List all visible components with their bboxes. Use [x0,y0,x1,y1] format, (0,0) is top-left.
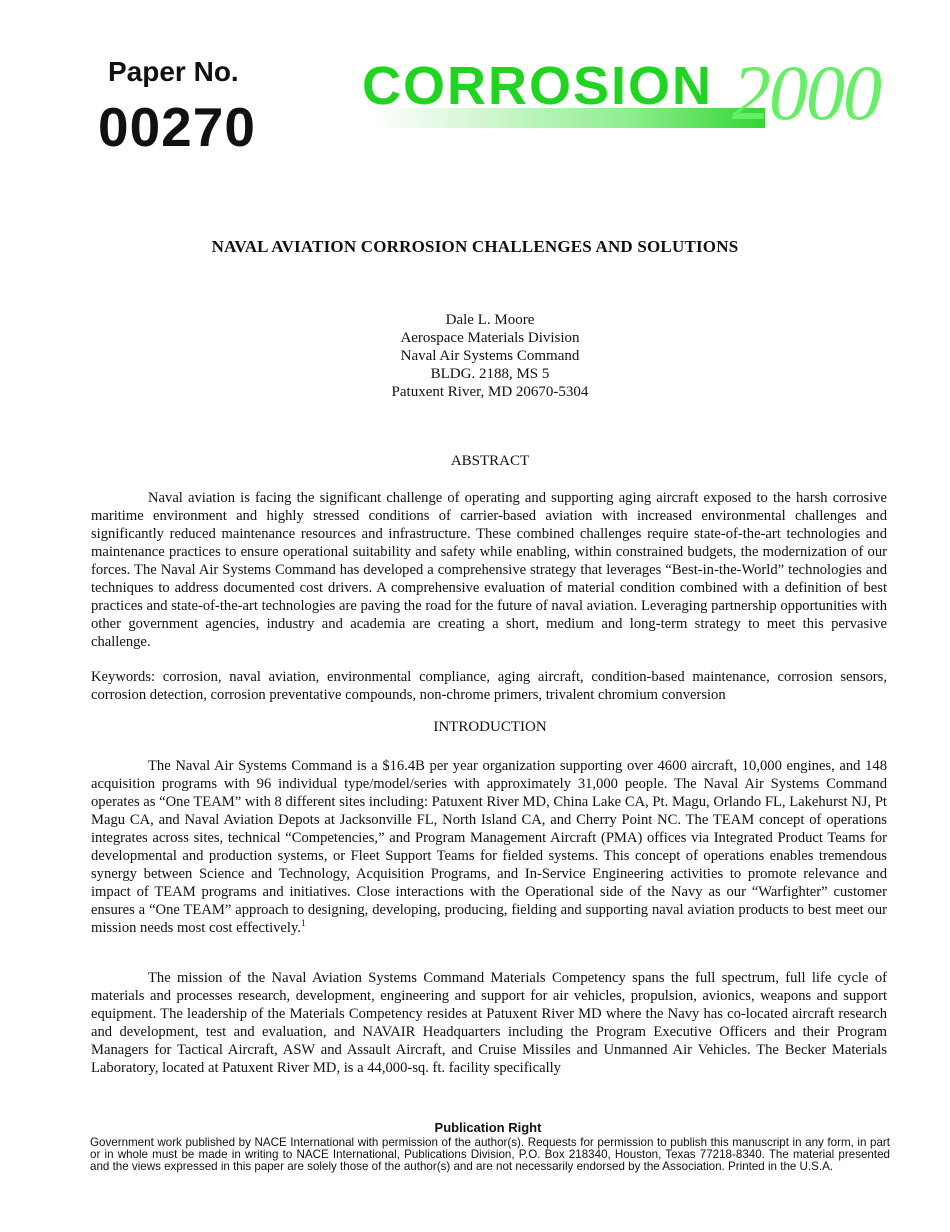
intro-paragraph-1 [91,757,887,937]
author-building: BLDG. 2188, MS 5 [430,366,550,382]
logo-year: 2000 [732,49,880,136]
author-division: Aerospace Materials Division [400,330,580,346]
footnote-reference: 1 [300,918,306,929]
paper-title: NAVAL AVIATION CORROSION CHALLENGES AND SOLUTIONS [211,237,739,256]
abstract-text: Naval aviation is facing the significant challenge of operating and supporting aging aircraft exposed to the harsh corrosive maritime environment and highly stressed conditions of carrier-based aviation with increased environmental challenges and significantly reduced maintenance resources and infrastructure. These combined challenges require state-of-the-art technologies and maintenance practices to ensure operational suitability and safety while enabling, within constrained budgets, the modernization of our forces. The Naval Air Systems Command has developed a comprehensive strategy that leverages “Best-in-the-World” technologies and techniques to address documented cost drivers. A comprehensive evaluation of material condition combined with a definition of best practices and state-of-the-art technologies are paving the road for the future of naval aviation. Leveraging partnership opportunities with other government agencies, industry and academia are creating a short, medium and long-term strategy to meet this pervasive challenge. [91,490,887,650]
abstract-heading: ABSTRACT [450,453,530,469]
paper-number: 00270 [98,96,256,158]
logo-word: CORROSION [362,56,714,116]
corrosion-2000-logo [362,49,882,140]
keywords-text: Keywords: corrosion, naval aviation, environmental compliance, aging aircraft, condition-based maintenance, corrosion sensors, corrosion detection, corrosion preventative compounds, non-chrome primers, trivalent chromium conversion [91,669,887,703]
author-organization: Naval Air Systems Command [400,348,580,364]
intro-paragraph-1-text: The Naval Air Systems Command is a $16.4B per year organization supporting over 4600 aircraft, 10,000 engines, and 148 acquisition programs with 96 individual type/model/series with approximately 31,000 people. The Naval Air Systems Command operates as “One TEAM” with 8 different sites including: Patuxent River MD, China Lake CA, Pt. Magu, Orlando FL, Lakehurst NJ, Pt Magu CA, and Naval Aviation Depots at Jacksonville FL, North Island CA, and Cherry Point NC. The TEAM concept of operations integrates across sites, technical “Competencies,” and Program Management Aircraft (PMA) offices via Integrated Product Teams for developmental and production systems, or Fleet Support Teams for fielded systems. This concept of operations enables tremendous synergy between Science and Technology, Acquisition Programs, and In-Service Engineering activities to promote relevance and impact of TEAM programs and initiatives. Close interactions with the Operational side of the Navy as our “Warfighter” customer ensures a “One TEAM” approach to designing, developing, producing, fielding and supporting naval aviation products to best meet our mission needs most cost effectively. [91,758,887,936]
paper-number-label: Paper No. [108,56,239,87]
introduction-heading: INTRODUCTION [433,719,547,735]
intro-paragraph-2: The mission of the Naval Aviation Systems Command Materials Competency spans the full spectrum, full life cycle of materials and processes research, development, engineering and support for air vehicles, propulsion, avionics, weapons and support equipment. The leadership of the Materials Competency resides at Patuxent River MD where the Navy has co-located aircraft research and development, test and evaluation, and NAVAIR Headquarters including the Program Executive Officers and their Program Managers for Tactical Aircraft, ASW and Assault Aircraft, and Cruise Missiles and Unmanned Air Vehicles. The Becker Materials Laboratory, located at Patuxent River MD, is a 44,000-sq. ft. facility specifically [91,970,887,1076]
publication-right-text: Government work published by NACE International with permission of the author(s). Requests for permission to publish this manuscript in any form, in part or in whole must be made in writing to NACE International, Publications Division, P.O. Box 218340, Houston, Texas 77218-8340. The material presented and the views expressed in this paper are solely those of the author(s) and are not necessarily endorsed by the Association. Printed in the U.S.A. [90,1136,890,1173]
publication-right-heading: Publication Right [434,1120,542,1135]
author-location: Patuxent River, MD 20670-5304 [391,384,589,400]
author-block [0,311,950,401]
author-name: Dale L. Moore [445,312,535,328]
